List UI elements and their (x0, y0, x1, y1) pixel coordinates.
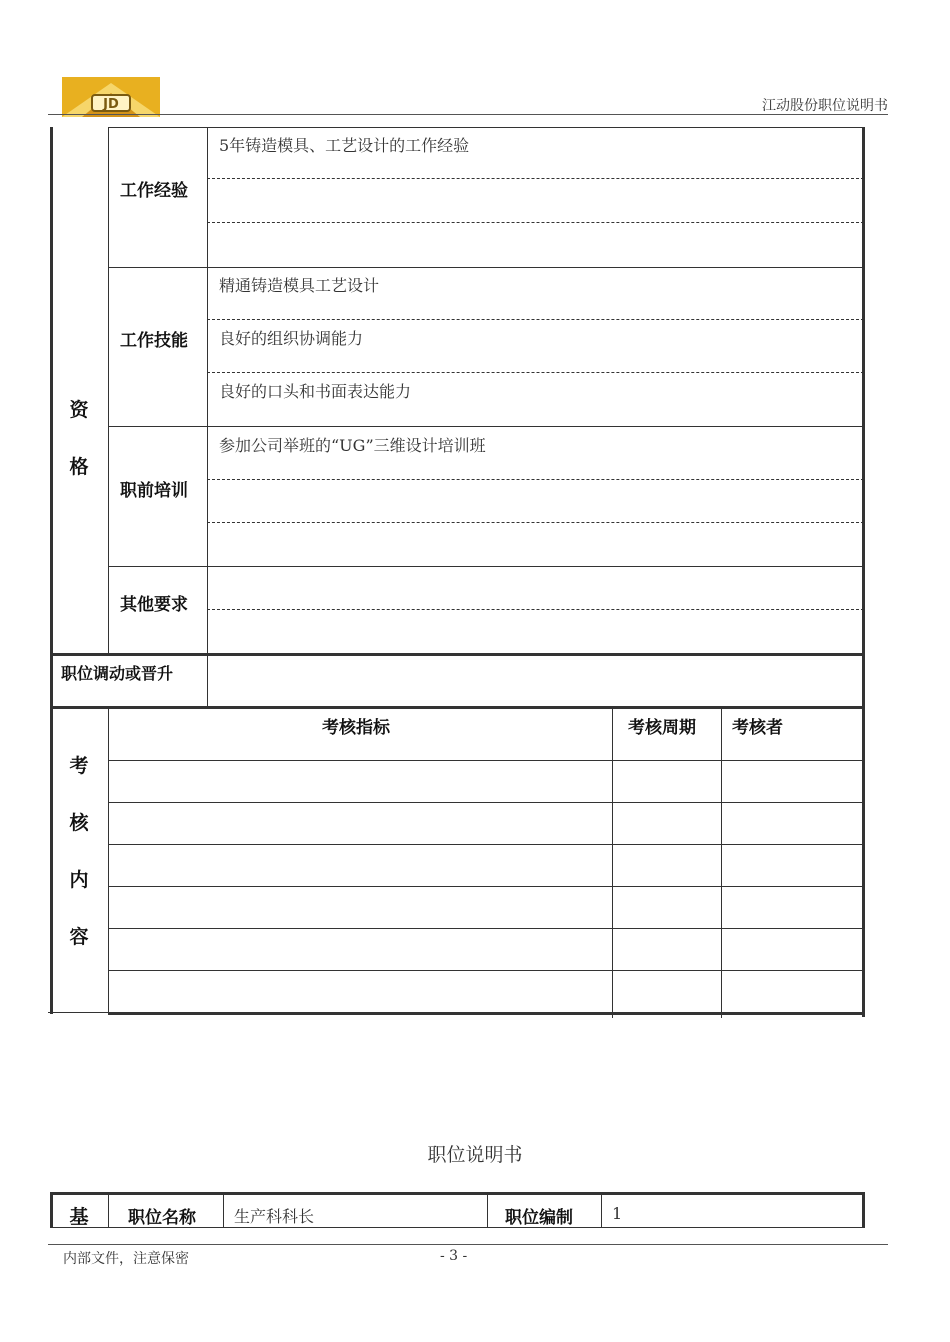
work-experience-label: 工作经验 (120, 181, 188, 201)
assessment-group-char-4: 容 (69, 926, 89, 948)
work-skills-line-2: 良好的组织协调能力 (219, 329, 364, 348)
label-column-border (207, 127, 208, 707)
page-number: - 3 - (440, 1248, 468, 1264)
header-divider (48, 114, 888, 115)
assessor-header: 考核者 (732, 718, 783, 738)
pre-job-training-line-1: 参加公司举班的“UG”三维设计培训班 (219, 436, 486, 455)
work-skills-line-3: 良好的口头和书面表达能力 (219, 382, 412, 401)
confidential-notice: 内部文件，注意保密 (63, 1251, 189, 1267)
headcount-label: 职位编制 (505, 1208, 573, 1228)
assessment-group-char-3: 内 (69, 869, 89, 891)
work-skills-line-1: 精通铸造模具工艺设计 (219, 276, 380, 295)
group-column-border (108, 127, 109, 654)
logo-text: JD (103, 97, 119, 112)
header-doc-title: 江动股份职位说明书 (762, 98, 888, 114)
promotion-label: 职位调动或晋升 (61, 664, 174, 683)
basic-info-group-char: 基 (69, 1206, 89, 1228)
work-skills-label: 工作技能 (120, 331, 188, 351)
assessment-group-char-1: 考 (69, 755, 89, 777)
table-right-border (862, 127, 865, 1017)
company-logo (62, 77, 160, 117)
footer-divider (48, 1244, 888, 1245)
qualification-group-char-2: 格 (69, 456, 89, 478)
table-left-border (50, 127, 53, 1014)
qualification-group-char-1: 资 (69, 399, 89, 421)
pre-job-training-label: 职前培训 (120, 481, 188, 501)
work-experience-line-1: 5年铸造模具、工艺设计的工作经验 (219, 136, 470, 155)
assessment-indicator-header: 考核指标 (322, 718, 390, 738)
position-name-value: 生产科科长 (234, 1207, 315, 1226)
position-name-label: 职位名称 (128, 1208, 196, 1228)
assessment-group-char-2: 核 (69, 812, 89, 834)
other-requirements-label: 其他要求 (120, 595, 188, 615)
assessment-period-header: 考核周期 (628, 718, 696, 738)
second-doc-title: 职位说明书 (427, 1144, 523, 1166)
headcount-value: 1 (612, 1204, 623, 1223)
